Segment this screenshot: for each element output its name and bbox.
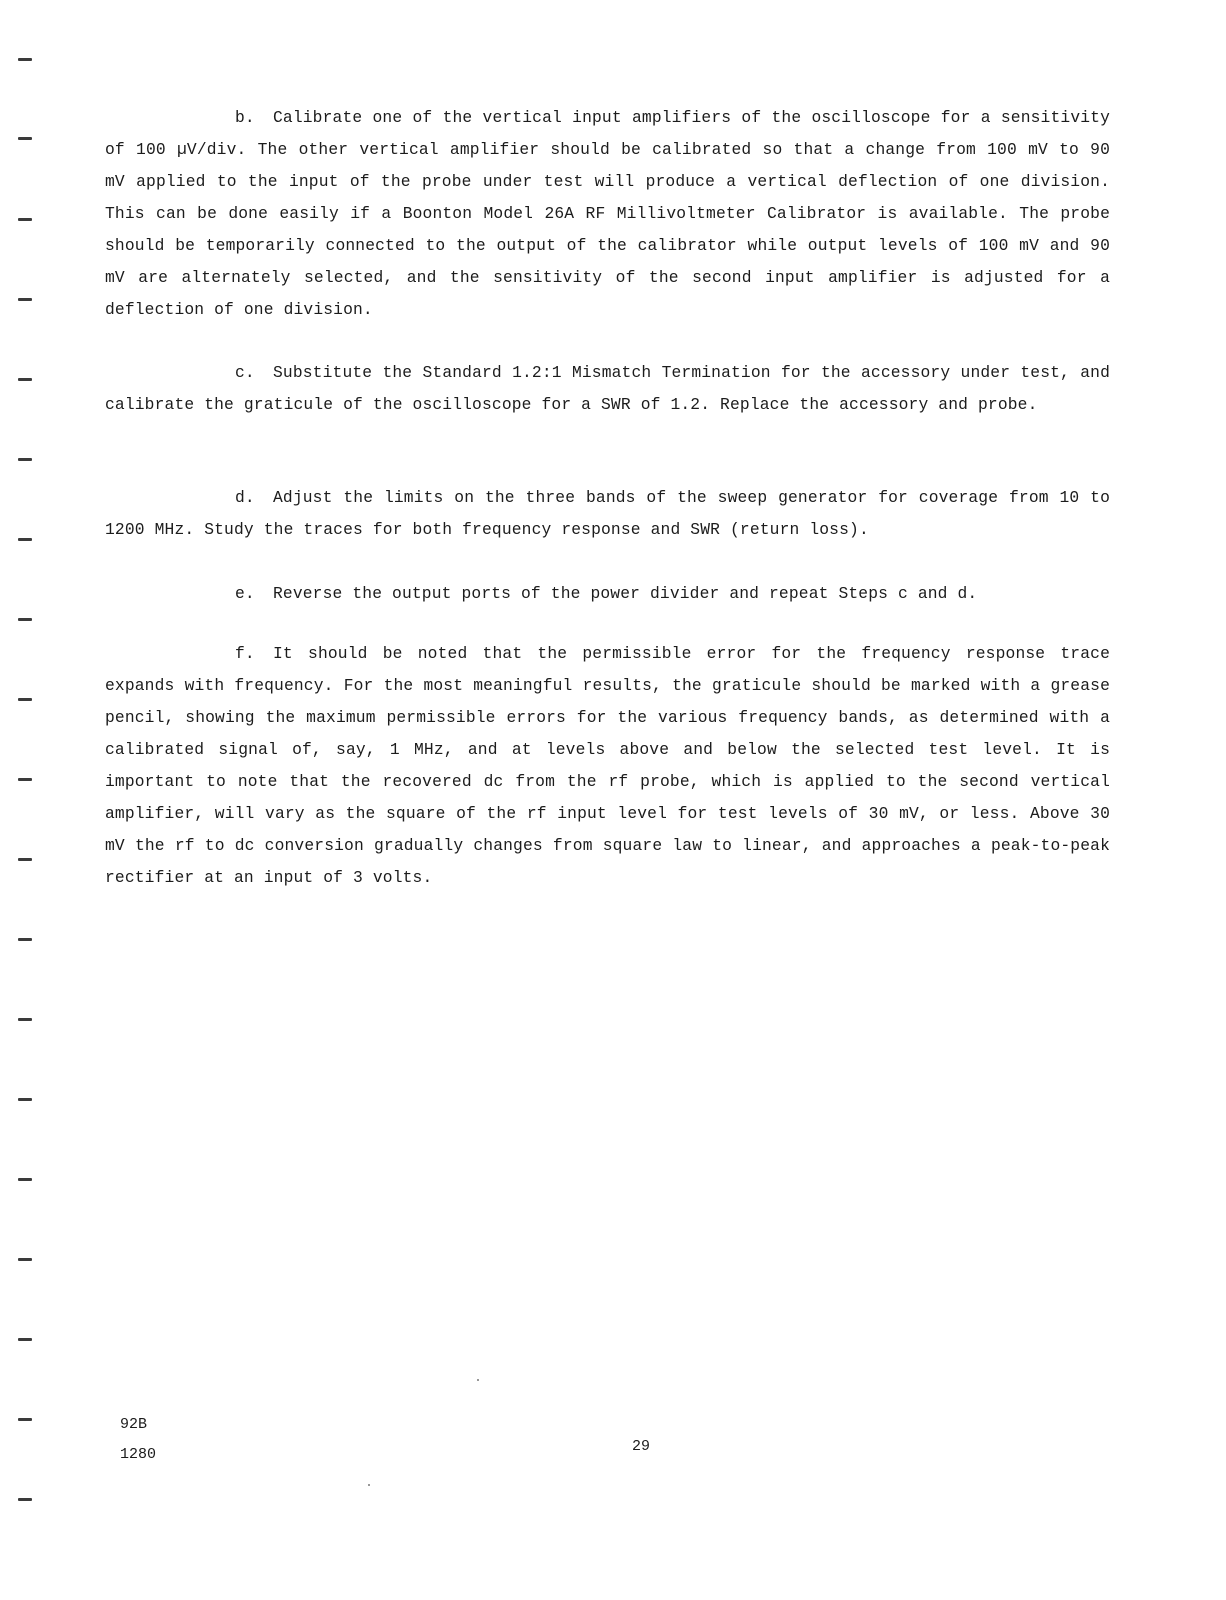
paragraph-d-label: d.: [235, 488, 255, 507]
paragraph-b-label: b.: [235, 108, 255, 127]
page-number: 29: [632, 1438, 651, 1455]
document-date-code: 1280: [120, 1446, 157, 1463]
paragraph-c-label: c.: [235, 363, 255, 382]
paragraph-f: [105, 638, 1110, 894]
document-code: 92B: [120, 1416, 148, 1433]
scan-speck: [368, 1484, 370, 1486]
paragraph-e-label: e.: [235, 584, 255, 603]
paragraph-c: [105, 357, 1110, 421]
paragraph-e-text: Reverse the output ports of the power divider and repeat Steps c and d.: [273, 584, 978, 603]
paragraph-e: [105, 578, 1110, 610]
paragraph-c-text: Substitute the Standard 1.2:1 Mismatch Termination for the accessory under test, and calibrate the graticule of the oscilloscope for a SWR of 1.2. Replace the accessory and probe.: [105, 363, 1110, 414]
paragraph-d-text: Adjust the limits on the three bands of the sweep generator for coverage from 10 to 1200 MHz. Study the traces for both frequency response and SWR (return loss).: [105, 488, 1110, 539]
scan-speck: [477, 1379, 479, 1381]
paragraph-f-text: It should be noted that the permissible error for the frequency response trace expands with frequency. For the most meaningful results, the graticule should be marked with a grease pencil, showing the maximum permissible errors for the various frequency bands, as determined with a calibrated signal of, say, 1 MHz, and at levels above and below the selected test level. It is important to note that the recovered dc from the rf probe, which is applied to the second vertical amplifier, will vary as the square of the rf input level for test levels of 30 mV, or less. Above 30 mV the rf to dc conversion gradually changes from square law to linear, and approaches a peak-to-peak rectifier at an input of 3 volts.: [105, 644, 1110, 887]
paragraph-b-text: Calibrate one of the vertical input amplifiers of the oscilloscope for a sensitivity of 100 µV/div. The other vertical amplifier should be calibrated so that a change from 100 mV to 90 mV applied to the input of the probe under test will produce a vertical deflection of one division. This can be done easily if a Boonton Model 26A RF Millivoltmeter Calibrator is available. The probe should be temporarily connected to the output of the calibrator while output levels of 100 mV and 90 mV are alternately selected, and the sensitivity of the second input amplifier is adjusted for a deflection of one division.: [105, 108, 1110, 319]
paragraph-d: [105, 482, 1110, 546]
paragraph-b: [105, 102, 1110, 326]
paragraph-f-label: f.: [235, 644, 255, 663]
